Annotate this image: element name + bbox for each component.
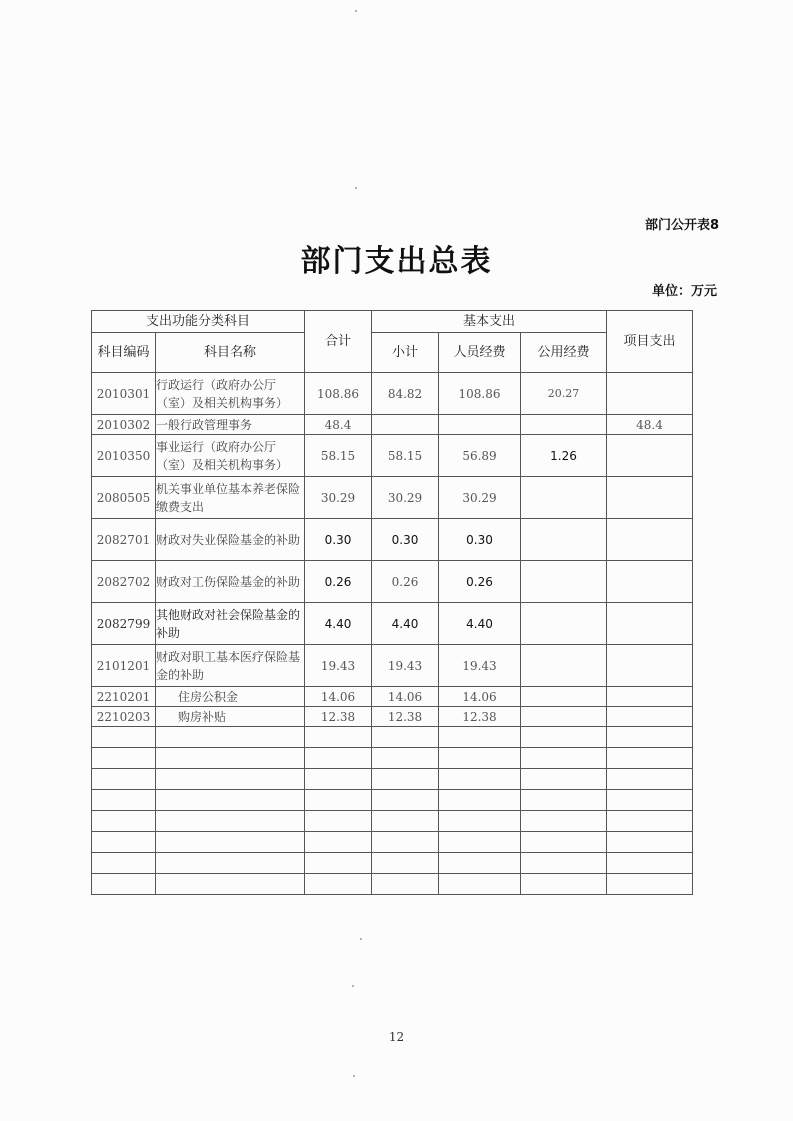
subject-code: 2082799 <box>92 603 156 645</box>
subject-code: 2210201 <box>92 687 156 707</box>
subtotal-value: 30.29 <box>372 477 439 519</box>
table-row <box>92 477 693 519</box>
subject-code: 2210203 <box>92 707 156 727</box>
empty-row <box>92 874 693 895</box>
subject-code-header: 科目编码 <box>92 333 156 373</box>
total-header: 合计 <box>305 311 372 373</box>
subject-name-header: 科目名称 <box>156 333 305 373</box>
public-value <box>521 477 607 519</box>
page-number: 12 <box>388 1030 405 1044</box>
scan-speck <box>352 985 354 987</box>
subject-name: 住房公积金 <box>156 687 305 707</box>
empty-row <box>92 853 693 874</box>
total-value: 12.38 <box>305 707 372 727</box>
subject-code: 2080505 <box>92 477 156 519</box>
subject-name: 机关事业单位基本养老保险缴费支出 <box>156 477 305 519</box>
total-value: 0.30 <box>305 519 372 561</box>
personnel-value <box>439 415 521 435</box>
personnel-value: 4.40 <box>439 603 521 645</box>
subject-name: 购房补贴 <box>156 707 305 727</box>
project-value <box>607 477 693 519</box>
personnel-value: 0.30 <box>439 519 521 561</box>
subtotal-value: 58.15 <box>372 435 439 477</box>
personnel-value: 12.38 <box>439 707 521 727</box>
table-row <box>92 603 693 645</box>
project-value <box>607 519 693 561</box>
project-value: 48.4 <box>607 415 693 435</box>
subtotal-value: 0.30 <box>372 519 439 561</box>
scan-speck <box>355 187 357 189</box>
subject-code: 2010350 <box>92 435 156 477</box>
empty-row <box>92 748 693 769</box>
total-value: 4.40 <box>305 603 372 645</box>
expenditure-table <box>91 310 693 895</box>
public-value <box>521 707 607 727</box>
table-label: 部门公开表8 <box>644 218 719 233</box>
subject-code: 2101201 <box>92 645 156 687</box>
table-row <box>92 415 693 435</box>
total-value: 19.43 <box>305 645 372 687</box>
table-row <box>92 561 693 603</box>
subtotal-value: 19.43 <box>372 645 439 687</box>
public-expense-header: 公用经费 <box>521 333 607 373</box>
empty-row <box>92 811 693 832</box>
page-title: 部门支出总表 <box>300 244 493 279</box>
subject-code: 2010302 <box>92 415 156 435</box>
project-expenditure-header: 项目支出 <box>607 311 693 373</box>
personnel-value: 56.89 <box>439 435 521 477</box>
empty-row <box>92 790 693 811</box>
subtotal-value: 12.38 <box>372 707 439 727</box>
scan-speck <box>360 938 362 940</box>
public-value: 20.27 <box>521 373 607 415</box>
table-row <box>92 519 693 561</box>
subtotal-value: 4.40 <box>372 603 439 645</box>
project-value <box>607 373 693 415</box>
scan-speck <box>355 10 357 12</box>
project-value <box>607 645 693 687</box>
subject-name: 财政对职工基本医疗保险基金的补助 <box>156 645 305 687</box>
scan-speck <box>353 1075 355 1077</box>
basic-expenditure-header: 基本支出 <box>372 311 607 333</box>
empty-row <box>92 769 693 790</box>
functional-classification-header: 支出功能分类科目 <box>92 311 305 333</box>
personnel-value: 19.43 <box>439 645 521 687</box>
project-value <box>607 603 693 645</box>
subject-name: 行政运行（政府办公厅（室）及相关机构事务） <box>156 373 305 415</box>
total-value: 14.06 <box>305 687 372 707</box>
subject-code: 2082701 <box>92 519 156 561</box>
table-row <box>92 687 693 707</box>
public-value <box>521 687 607 707</box>
project-value <box>607 435 693 477</box>
project-value <box>607 707 693 727</box>
public-value <box>521 415 607 435</box>
total-value: 0.26 <box>305 561 372 603</box>
table-row <box>92 645 693 687</box>
table-row <box>92 373 693 415</box>
personnel-value: 0.26 <box>439 561 521 603</box>
public-value <box>521 561 607 603</box>
subtotal-value <box>372 415 439 435</box>
project-value <box>607 687 693 707</box>
total-value: 48.4 <box>305 415 372 435</box>
public-value <box>521 603 607 645</box>
personnel-value: 14.06 <box>439 687 521 707</box>
subject-code: 2010301 <box>92 373 156 415</box>
subject-name: 财政对工伤保险基金的补助 <box>156 561 305 603</box>
public-value <box>521 645 607 687</box>
empty-row <box>92 832 693 853</box>
public-value <box>521 519 607 561</box>
total-value: 108.86 <box>305 373 372 415</box>
personnel-expense-header: 人员经费 <box>439 333 521 373</box>
subtotal-value: 14.06 <box>372 687 439 707</box>
subject-name: 事业运行（政府办公厅（室）及相关机构事务） <box>156 435 305 477</box>
subtotal-value: 84.82 <box>372 373 439 415</box>
empty-row <box>92 727 693 748</box>
public-value: 1.26 <box>521 435 607 477</box>
table-row <box>92 435 693 477</box>
subject-name: 财政对失业保险基金的补助 <box>156 519 305 561</box>
total-value: 58.15 <box>305 435 372 477</box>
personnel-value: 108.86 <box>439 373 521 415</box>
project-value <box>607 561 693 603</box>
personnel-value: 30.29 <box>439 477 521 519</box>
total-value: 30.29 <box>305 477 372 519</box>
unit-label: 单位：万元 <box>651 284 717 299</box>
table-row <box>92 707 693 727</box>
subtotal-value: 0.26 <box>372 561 439 603</box>
subject-name: 其他财政对社会保险基金的补助 <box>156 603 305 645</box>
subject-code: 2082702 <box>92 561 156 603</box>
subject-name: 一般行政管理事务 <box>156 415 305 435</box>
subtotal-header: 小计 <box>372 333 439 373</box>
